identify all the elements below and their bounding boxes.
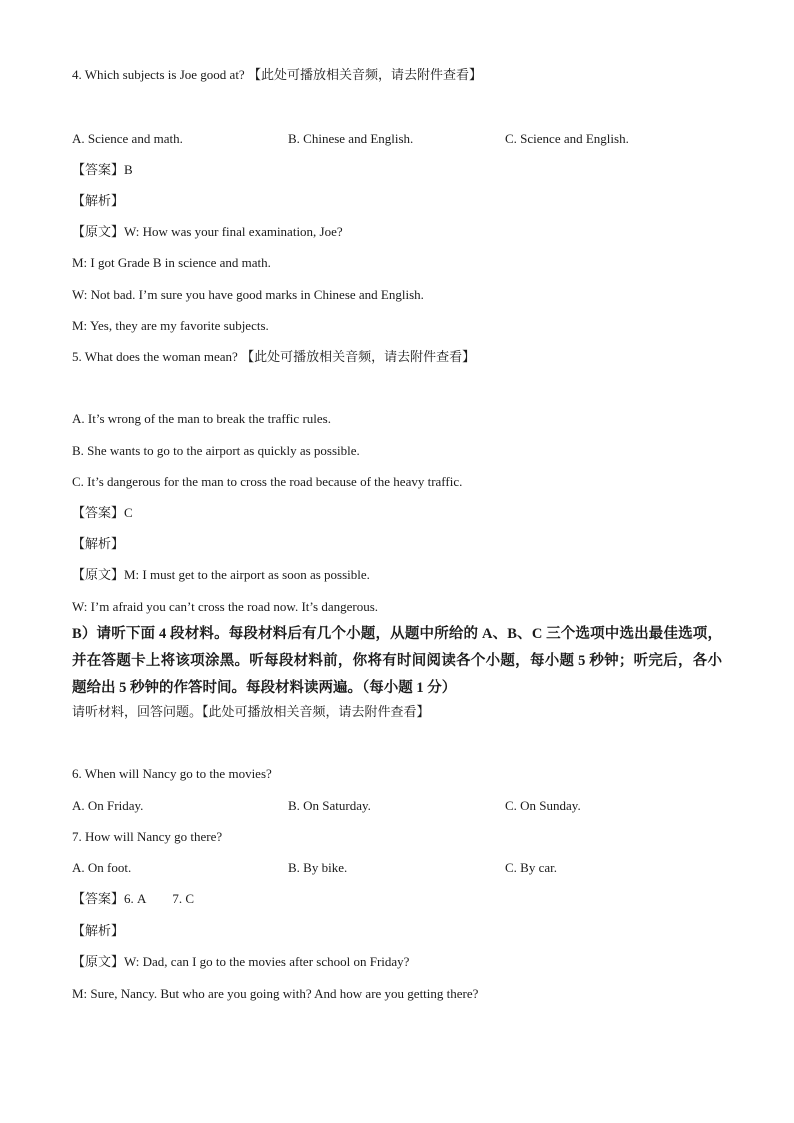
analysis-6-7: 【解析】 [72,923,125,938]
answer-5: 【答案】C [72,505,133,520]
analysis-4: 【解析】 [72,193,125,208]
answer-6-7 [72,890,194,908]
option-a: A. It’s wrong of the man to break the traffic rules. [72,411,331,426]
transcript-line: 【原文】W: Dad, can I go to the movies after school on Friday? [72,954,410,969]
section-b-instructions: B）请听下面 4 段材料。每段材料后有几个小题，从题中所给的 A、B、C 三个选项中选出最佳选项，并在答题卡上将该项涂黑。听每段材料前，你将有时间阅读各个小题，每小题 5 秒钟；听完后，各小题给出 5 秒钟的作答时间。每段材料读两遍。（每小题 1 分） [72,626,722,696]
transcript-line: W: Not bad. I’m sure you have good marks in Chinese and English. [72,287,424,302]
option-b: B. Chinese and English. [288,131,414,146]
transcript-line: M: Sure, Nancy. But who are you going with? And how are you getting there? [72,986,479,1001]
transcript-line: 【原文】W: How was your final examination, Joe? [72,224,343,239]
option-c: C. It’s dangerous for the man to cross the road because of the heavy traffic. [72,474,463,489]
option-a: A. On foot. [72,860,132,875]
answer-6: 【答案】6. A [72,891,147,906]
analysis-5: 【解析】 [72,536,125,551]
option-b: B. She wants to go to the airport as quickly as possible. [72,443,360,458]
transcript-line: M: I got Grade B in science and math. [72,255,271,270]
question-4: 4. Which subjects is Joe good at? 【此处可播放相关音频，请去附件查看】 [72,67,482,82]
option-c: C. On Sunday. [505,798,581,813]
transcript-line: M: Yes, they are my favorite subjects. [72,318,269,333]
option-a: A. Science and math. [72,131,183,146]
section-b-prompt: 请听材料，回答问题。【此处可播放相关音频，请去附件查看】 [72,704,430,719]
option-c: C. Science and English. [505,131,629,146]
question-6: 6. When will Nancy go to the movies? [72,766,272,781]
transcript-line: W: I’m afraid you can’t cross the road now. It’s dangerous. [72,599,379,614]
question-4-options [72,130,722,148]
transcript-line: 【原文】M: I must get to the airport as soon as possible. [72,567,370,582]
question-7: 7. How will Nancy go there? [72,829,223,844]
answer-4: 【答案】B [72,162,133,177]
question-7-options [72,859,722,877]
question-5: 5. What does the woman mean? 【此处可播放相关音频，请去附件查看】 [72,349,476,364]
question-6-options [72,797,722,815]
answer-7: 7. C [172,891,195,906]
option-b: B. By bike. [288,860,348,875]
option-c: C. By car. [505,860,557,875]
option-b: B. On Saturday. [288,798,371,813]
option-a: A. On Friday. [72,798,144,813]
